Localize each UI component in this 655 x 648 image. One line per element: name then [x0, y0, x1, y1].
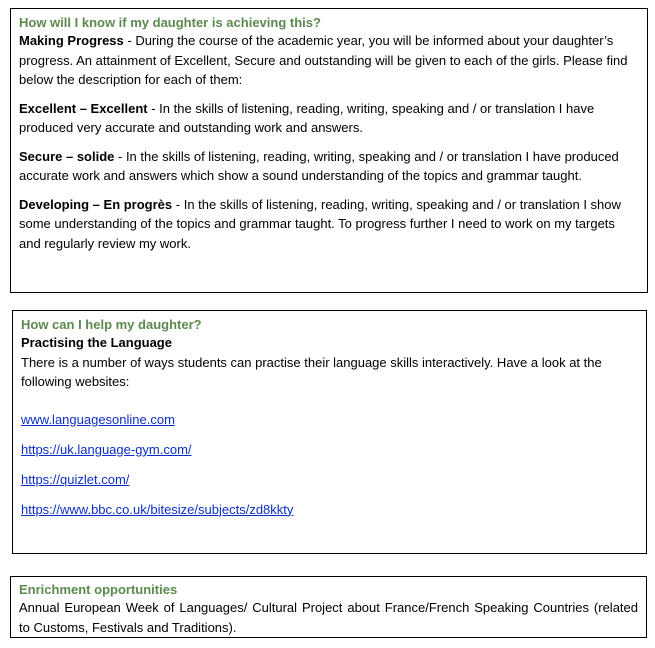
link-quizlet[interactable]: https://quizlet.com/	[21, 471, 130, 487]
achievement-heading: How will I know if my daughter is achieving this?	[19, 15, 321, 30]
enrichment-text: Annual European Week of Languages/ Cultural Project about France/French Speaking Countries (related to Customs, Festivals and Traditions).	[19, 600, 638, 635]
link-languagesonline[interactable]: www.languagesonline.com	[21, 411, 175, 427]
progress-term: Making Progress	[19, 33, 124, 48]
link-language-gym[interactable]: https://uk.language-gym.com/	[21, 441, 192, 457]
level-term: Secure – solide	[19, 148, 115, 164]
help-text: There is a number of ways students can practise their language skills interactively. Have a look at the following websites:	[21, 354, 602, 389]
level-description: - In the skills of listening, reading, writing, speaking and / or translation I have produced accurate work and answers which show a sound understanding of the topics and grammar taught.	[19, 148, 619, 183]
progress-text: - During the course of the academic year, you will be informed about your daughter’s progress. An attainment of Excellent, Secure and outstanding will be given to each of the girls. Please find below the description for each of them:	[19, 33, 628, 87]
level-term: Developing – En progrès	[19, 196, 173, 212]
link-bbc-bitesize[interactable]: https://www.bbc.co.uk/bitesize/subjects/zd8kkty	[21, 501, 294, 517]
help-box	[12, 310, 647, 554]
progress-paragraph	[19, 31, 639, 90]
enrichment-box	[10, 576, 647, 638]
help-subheading: Practising the Language	[21, 335, 172, 350]
level-description: - In the skills of listening, reading, writing, speaking and / or translation I show some understanding of the topics and grammar taught. To progress further I need to work on my targets and regularly review my work.	[19, 196, 621, 251]
level-developing	[19, 195, 639, 254]
help-heading: How can I help my daughter?	[21, 317, 202, 332]
level-description: - In the skills of listening, reading, writing, speaking and / or translation I have produced very accurate and outstanding work and answers.	[19, 100, 595, 135]
achievement-box	[10, 8, 648, 293]
level-secure	[19, 147, 639, 186]
level-excellent	[19, 99, 639, 138]
level-term: Excellent – Excellent	[19, 100, 148, 116]
enrichment-heading: Enrichment opportunities	[19, 582, 178, 597]
